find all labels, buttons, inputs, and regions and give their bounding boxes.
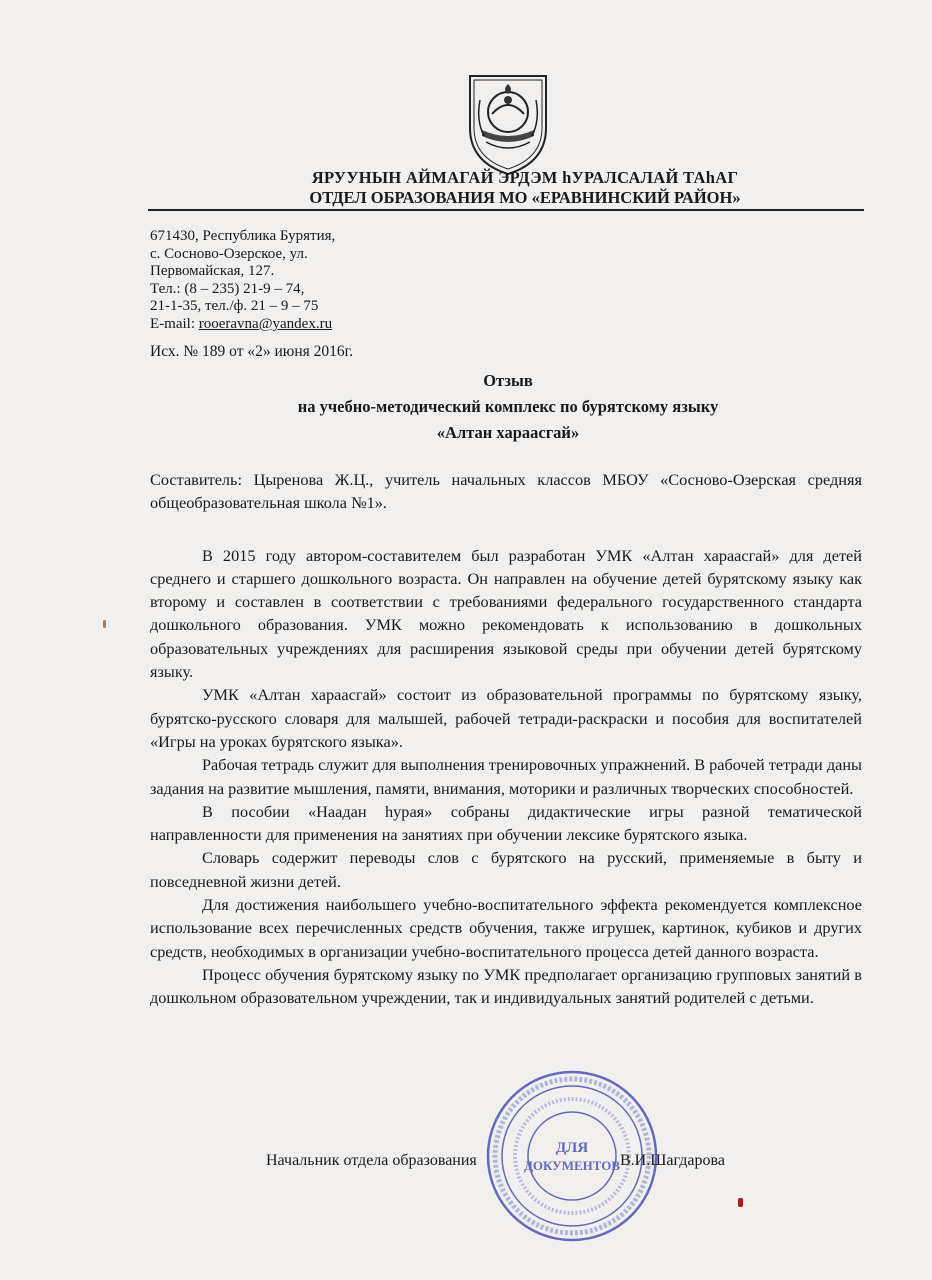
body-paragraph: Словарь содержит переводы слов с бурятского на русский, применяемые в быту и повседневной жизни детей. [150, 848, 862, 891]
title-line: на учебно-методический комплекс по бурятскому языку [297, 397, 719, 416]
body-paragraph: Для достижения наибольшего учебно-воспитательного эффекта рекомендуется комплексное использование всех перечисленных средств обучения, также игрушек, картинок, кубиков и других средств, необходимых в организации учебно-воспитательного процесса детей данного возраста. [150, 895, 862, 961]
scan-mark [103, 620, 106, 628]
address-line: 671430, Республика Бурятия, [150, 228, 336, 244]
document-body [150, 468, 862, 1010]
document-title [150, 368, 866, 446]
phone-line: Тел.: (8 – 235) 21-9 – 74, [150, 280, 305, 297]
body-paragraph: Рабочая тетрадь служит для выполнения тренировочных упражнений. В рабочей тетради даны задания на развитие мышления, памяти, внимания, моторики и различных творческих способностей. [150, 755, 862, 798]
address-line: Первомайская, 127. [150, 263, 275, 280]
scan-mark [738, 1198, 743, 1207]
body-paragraph: УМК «Алтан хараасгай» состоит из образовательной программы по бурятскому языку, бурятско-русского словаря для малышей, рабочей тетради-раскраски и пособия для воспитателей «Игры на уроках бурятского языка». [150, 685, 862, 751]
organization-name-russian: ОТДЕЛ ОБРАЗОВАНИЯ МО «ЕРАВНИНСКИЙ РАЙОН» [309, 188, 741, 207]
email-link[interactable]: rooeravna@yandex.ru [198, 315, 333, 332]
header-divider [148, 209, 864, 211]
signatory-name: В.И.Шагдарова [620, 1152, 725, 1169]
title-line: «Алтан хараасгай» [436, 423, 580, 442]
signatory-position: Начальник отдела образования [266, 1152, 477, 1169]
email-label: E-mail: [150, 315, 199, 332]
stamp-center-text: ДОКУМЕНТОВ [523, 1158, 621, 1173]
body-paragraph: В пособии «Наадан hурая» собраны дидактические игры разной тематической направленности для применения на занятиях при обучении лексике бурятского языка. [150, 801, 862, 845]
compiler-paragraph: Составитель: Цыренова Ж.Ц., учитель начальных классов МБОУ «Сосново-Озерская средняя общеобразовательная школа №1». [150, 470, 862, 513]
address-block [150, 228, 335, 334]
address-line: с. Сосново-Озерское, ул. [150, 245, 308, 262]
organization-name-buryat: ЯРУУНЫН АЙМАГАЙ ЭРДЭМ hУРАЛСАЛАЙ ТАhАГ [311, 168, 739, 187]
body-paragraph: В 2015 году автором-составителем был разработан УМК «Алтан хараасгай» для детей среднего и старшего дошкольного возраста. Он направлен на обучение детей бурятскому языку как второму и составлен в соответствии с требованиями федерального государственного стандарта дошкольного образования. УМК можно рекомендовать к использованию в дошкольных образовательных учреждениях для расширения языковой среды при обучении детей бурятскому языку. [150, 545, 862, 682]
body-paragraph: Процесс обучения бурятскому языку по УМК предполагает организацию групповых занятий в дошкольном образовательном учреждении, так и индивидуальных занятий родителей с детьми. [150, 964, 862, 1008]
title-line: Отзыв [483, 371, 533, 390]
stamp-center-text: ДЛЯ [555, 1140, 589, 1156]
phone-line: 21-1-35, тел./ф. 21 – 9 – 75 [150, 298, 319, 315]
email-line [150, 316, 335, 334]
outgoing-reference: Исх. № 189 от «2» июня 2016г. [150, 343, 354, 360]
coat-of-arms-emblem [462, 70, 554, 178]
